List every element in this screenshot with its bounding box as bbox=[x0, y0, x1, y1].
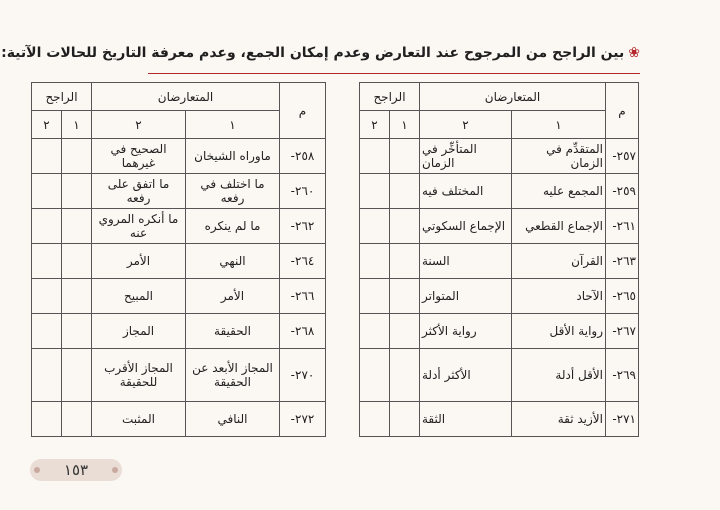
item-1: الآحاد bbox=[512, 279, 606, 314]
answer-cell-1 bbox=[62, 279, 92, 314]
row-number: ٢٦٨- bbox=[280, 314, 326, 349]
table-row bbox=[32, 279, 326, 314]
item-1: رواية الأقل bbox=[512, 314, 606, 349]
answer-cell-2 bbox=[360, 349, 390, 402]
preferred-col-1: ١ bbox=[390, 111, 420, 139]
answer-cell-1 bbox=[390, 349, 420, 402]
item-1: الإجماع القطعي bbox=[512, 209, 606, 244]
heading-text: بين الراجح من المرجوح عند التعارض وعدم إمكان الجمع، وعدم معرفة التاريخ للحالات الآتية: bbox=[1, 45, 625, 61]
answer-cell-2 bbox=[360, 209, 390, 244]
heading-underline bbox=[148, 73, 640, 74]
table-row bbox=[360, 279, 639, 314]
answer-cell-1 bbox=[390, 209, 420, 244]
row-number: ٢٦٦- bbox=[280, 279, 326, 314]
item-2: الأكثر أدلة bbox=[420, 349, 512, 402]
table-row bbox=[32, 244, 326, 279]
item-2: الصحيح في غيرهما bbox=[92, 139, 186, 174]
answer-cell-1 bbox=[390, 314, 420, 349]
table-row bbox=[360, 209, 639, 244]
conflicting-header: المتعارضان bbox=[92, 83, 280, 111]
table-row bbox=[32, 402, 326, 437]
answer-cell-1 bbox=[390, 279, 420, 314]
conflicting-col-2: ٢ bbox=[92, 111, 186, 139]
answer-cell-2 bbox=[32, 279, 62, 314]
table-row bbox=[32, 209, 326, 244]
item-1: النهي bbox=[186, 244, 280, 279]
col-m-header: م bbox=[606, 83, 639, 139]
row-number: ٢٥٧- bbox=[606, 139, 639, 174]
answer-cell-2 bbox=[360, 244, 390, 279]
preferred-col-1: ١ bbox=[62, 111, 92, 139]
row-number: ٢٦٩- bbox=[606, 349, 639, 402]
row-number: ٢٦٤- bbox=[280, 244, 326, 279]
item-2: الثقة bbox=[420, 402, 512, 437]
row-number: ٢٦٧- bbox=[606, 314, 639, 349]
table-row bbox=[360, 139, 639, 174]
conflicting-col-1: ١ bbox=[186, 111, 280, 139]
answer-cell-1 bbox=[390, 244, 420, 279]
table-row bbox=[360, 349, 639, 402]
row-number: ٢٧١- bbox=[606, 402, 639, 437]
flower-bullet-icon: ❀ bbox=[628, 45, 640, 61]
row-number: ٢٦٥- bbox=[606, 279, 639, 314]
item-2: المثبت bbox=[92, 402, 186, 437]
item-1: المجاز الأبعد عن الحقيقة bbox=[186, 349, 280, 402]
answer-cell-2 bbox=[360, 174, 390, 209]
answer-cell-1 bbox=[390, 174, 420, 209]
item-2: المجاز الأقرب للحقيقة bbox=[92, 349, 186, 402]
item-1: النافي bbox=[186, 402, 280, 437]
answer-cell-1 bbox=[390, 139, 420, 174]
row-number: ٢٥٨- bbox=[280, 139, 326, 174]
item-2: المبيح bbox=[92, 279, 186, 314]
item-2: ما أنكره المروي عنه bbox=[92, 209, 186, 244]
answer-cell-1 bbox=[62, 349, 92, 402]
answer-cell-1 bbox=[62, 402, 92, 437]
item-2: الأمر bbox=[92, 244, 186, 279]
table-row bbox=[360, 174, 639, 209]
item-1: الأمر bbox=[186, 279, 280, 314]
answer-cell-2 bbox=[360, 279, 390, 314]
item-2: المتواتر bbox=[420, 279, 512, 314]
answer-cell-2 bbox=[360, 402, 390, 437]
answer-cell-2 bbox=[32, 244, 62, 279]
item-1: المتقدِّم في الزمان bbox=[512, 139, 606, 174]
col-m-header: م bbox=[280, 83, 326, 139]
item-1: ماوراه الشيخان bbox=[186, 139, 280, 174]
row-number: ٢٧٢- bbox=[280, 402, 326, 437]
item-2: الإجماع السكوتي bbox=[420, 209, 512, 244]
item-2: رواية الأكثر bbox=[420, 314, 512, 349]
answer-cell-2 bbox=[32, 314, 62, 349]
answer-cell-2 bbox=[360, 314, 390, 349]
table-subheader-row bbox=[360, 111, 639, 139]
answer-cell-2 bbox=[360, 139, 390, 174]
preferred-header: الراجح bbox=[32, 83, 92, 111]
item-2: السنة bbox=[420, 244, 512, 279]
item-1: المجمع عليه bbox=[512, 174, 606, 209]
row-number: ٢٦٢- bbox=[280, 209, 326, 244]
answer-cell-2 bbox=[32, 139, 62, 174]
table-row bbox=[360, 314, 639, 349]
answer-cell-1 bbox=[62, 314, 92, 349]
preferred-col-2: ٢ bbox=[32, 111, 62, 139]
left-exercise-table bbox=[31, 82, 326, 437]
answer-cell-1 bbox=[390, 402, 420, 437]
answer-cell-2 bbox=[32, 349, 62, 402]
answer-cell-2 bbox=[32, 209, 62, 244]
item-1: الأزيد ثقة bbox=[512, 402, 606, 437]
conflicting-col-2: ٢ bbox=[420, 111, 512, 139]
table-row bbox=[360, 244, 639, 279]
preferred-col-2: ٢ bbox=[360, 111, 390, 139]
answer-cell-2 bbox=[32, 402, 62, 437]
item-1: ما اختلف في رفعه bbox=[186, 174, 280, 209]
answer-cell-1 bbox=[62, 244, 92, 279]
page-number-ornament bbox=[30, 459, 122, 481]
item-1: الأقل أدلة bbox=[512, 349, 606, 402]
table-row bbox=[32, 349, 326, 402]
page-number: ١٥٣ bbox=[63, 461, 89, 479]
exercise-heading bbox=[1, 45, 640, 61]
item-1: ما لم ينكره bbox=[186, 209, 280, 244]
item-1: القرآن bbox=[512, 244, 606, 279]
answer-cell-1 bbox=[62, 174, 92, 209]
row-number: ٢٦٠- bbox=[280, 174, 326, 209]
item-1: الحقيقة bbox=[186, 314, 280, 349]
table-row bbox=[32, 314, 326, 349]
conflicting-col-1: ١ bbox=[512, 111, 606, 139]
table-row bbox=[32, 139, 326, 174]
item-2: المجاز bbox=[92, 314, 186, 349]
table-header-row bbox=[32, 83, 326, 111]
conflicting-header: المتعارضان bbox=[420, 83, 606, 111]
answer-cell-1 bbox=[62, 209, 92, 244]
row-number: ٢٥٩- bbox=[606, 174, 639, 209]
answer-cell-2 bbox=[32, 174, 62, 209]
item-2: المختلف فيه bbox=[420, 174, 512, 209]
row-number: ٢٦٣- bbox=[606, 244, 639, 279]
item-2: المتأخِّر في الزمان bbox=[420, 139, 512, 174]
preferred-header: الراجح bbox=[360, 83, 420, 111]
item-2: ما اتفق على رفعه bbox=[92, 174, 186, 209]
table-header-row bbox=[360, 83, 639, 111]
row-number: ٢٧٠- bbox=[280, 349, 326, 402]
answer-cell-1 bbox=[62, 139, 92, 174]
row-number: ٢٦١- bbox=[606, 209, 639, 244]
right-exercise-table bbox=[359, 82, 639, 437]
table-row bbox=[32, 174, 326, 209]
table-row bbox=[360, 402, 639, 437]
